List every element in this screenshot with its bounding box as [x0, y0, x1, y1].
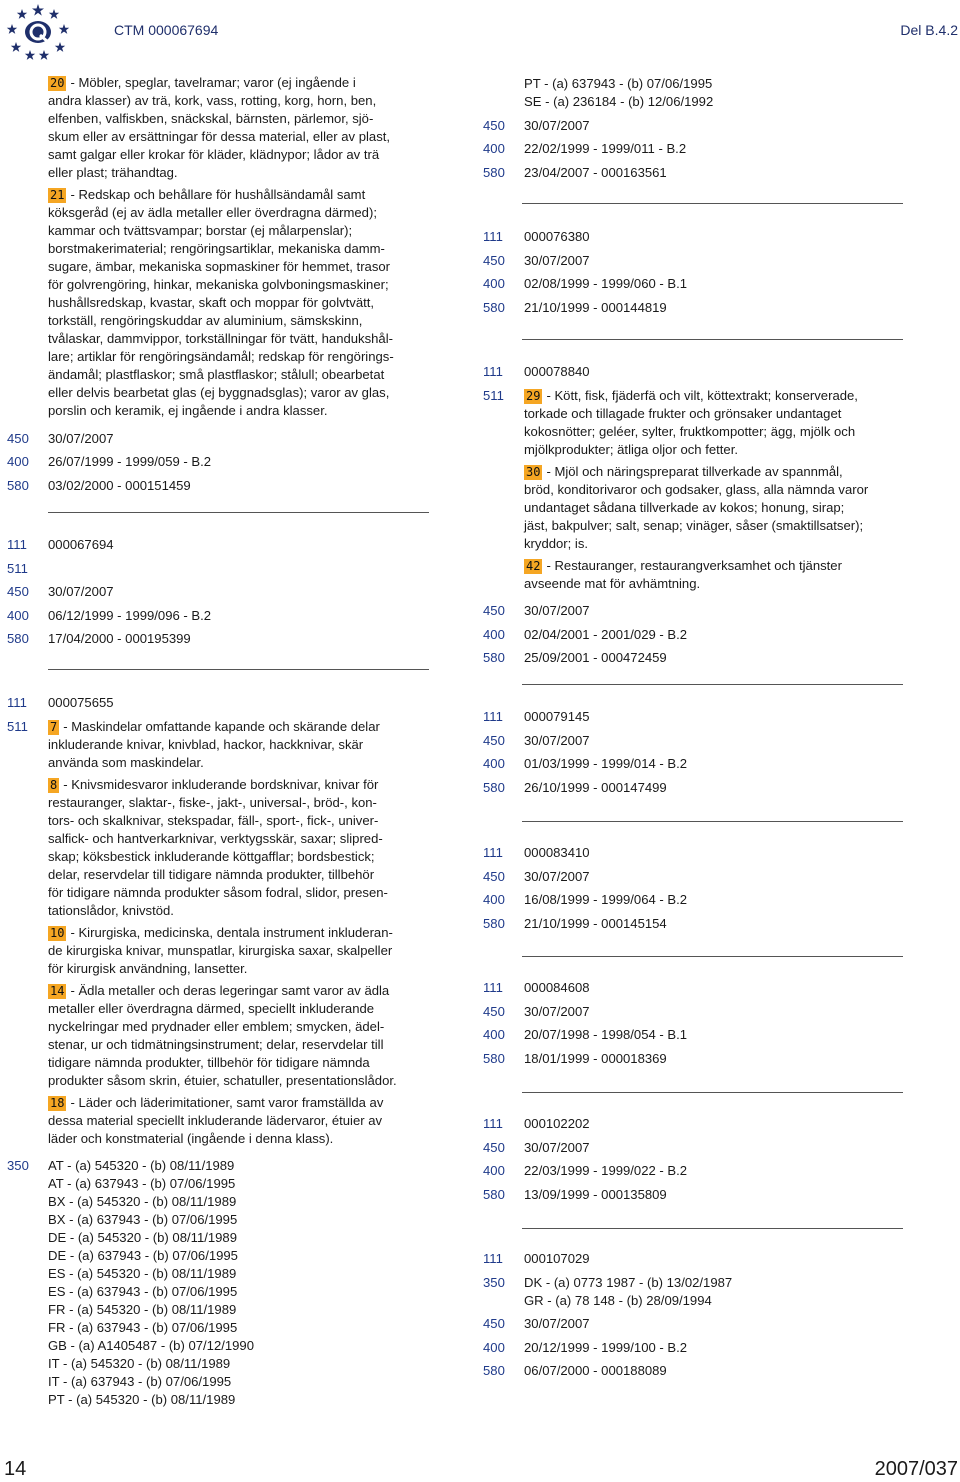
class-number-badge: 42 — [526, 558, 541, 573]
field-row — [483, 387, 907, 597]
goods-class — [524, 463, 907, 553]
goods-class — [48, 776, 431, 920]
value-line: 30/07/2007 — [524, 603, 590, 618]
field-code: 580 — [483, 915, 505, 931]
value-line: BX - (a) 545320 - (b) 08/11/1989 — [48, 1194, 237, 1209]
class-number-badge: 29 — [526, 388, 541, 403]
field-value — [48, 1157, 431, 1409]
field-code: 450 — [483, 1003, 505, 1019]
field-value — [524, 915, 907, 933]
value-line: 000102202 — [524, 1116, 590, 1131]
field-code: 111 — [483, 364, 503, 379]
field-value — [524, 868, 907, 886]
class-description-line: salfick- och hantverkarknivar, verktygsskär, saxar; slipred- — [48, 830, 383, 846]
value-line: SE - (a) 236184 - (b) 12/06/1992 — [524, 94, 714, 109]
field-code — [7, 74, 48, 424]
trademark-entry — [483, 1115, 907, 1209]
field-value — [524, 275, 907, 293]
separator — [522, 203, 903, 204]
class-description-line: skap; köksbestick inkluderande köttgafflar; bordsbestick; — [48, 848, 375, 864]
value-line: GR - (a) 78 148 - (b) 28/09/1994 — [524, 1292, 712, 1308]
field-value — [524, 708, 907, 726]
value-line: FR - (a) 545320 - (b) 08/11/1989 — [48, 1302, 237, 1317]
value-line — [48, 560, 431, 578]
goods-class — [48, 982, 431, 1090]
goods-class — [48, 74, 431, 182]
field-row — [483, 1362, 907, 1380]
field-row — [7, 718, 431, 1152]
field-code: 450 — [483, 117, 505, 133]
field-value — [48, 583, 431, 601]
field-code: 400 — [483, 1339, 505, 1355]
field-value — [524, 979, 907, 997]
class-description-line: eller delvis bearbetat glas (ej byggnadsglas); varor av glas, — [48, 385, 390, 400]
field-code: 111 — [483, 1116, 503, 1131]
class-description-line: inkluderande knivar, knivblad, hackor, hackknivar, skär — [48, 736, 364, 752]
class-description-line: elfenben, valfiskben, snäckskal, bärnsten, pärlemor, sjö- — [48, 111, 374, 126]
field-value — [524, 1162, 907, 1180]
value-line: 16/08/1999 - 1999/064 - B.2 — [524, 892, 688, 907]
field-code: 511 — [7, 718, 28, 734]
separator — [522, 1092, 903, 1093]
field-value — [524, 140, 907, 158]
class-description-line: köksgeråd (ej av ädla metaller eller överdragna därmed); — [48, 205, 377, 220]
value-line: DK - (a) 0773 1987 - (b) 13/02/1987 — [524, 1274, 733, 1290]
field-value — [524, 1003, 907, 1021]
field-code: 400 — [483, 892, 505, 907]
goods-class — [524, 387, 907, 459]
field-code: 450 — [483, 1139, 505, 1155]
field-code: 450 — [7, 430, 29, 446]
separator — [522, 956, 903, 957]
field-value — [524, 1274, 907, 1310]
value-line: 06/07/2000 - 000188089 — [524, 1363, 667, 1378]
field-value — [524, 75, 907, 111]
value-line: 30/07/2007 — [524, 1003, 590, 1019]
class-description-line: torkställ, rengöringskuddar av aluminium, sämskskinn, — [48, 313, 363, 328]
field-code: 580 — [483, 1186, 505, 1202]
field-code: 111 — [483, 980, 503, 995]
class-number-badge: 14 — [50, 983, 65, 998]
field-row — [483, 1139, 907, 1157]
value-line: 03/02/2000 - 000151459 — [48, 477, 191, 493]
field-row — [7, 1157, 431, 1409]
field-value — [524, 602, 907, 620]
class-description-line: tationslådor, knivstöd. — [48, 902, 174, 918]
value-line: AT - (a) 637943 - (b) 07/06/1995 — [48, 1176, 236, 1191]
class-number-badge: 7 — [50, 719, 58, 734]
class-description-line: läder och konstmaterial (ingående i denna klass). — [48, 1130, 334, 1146]
separator — [522, 684, 903, 685]
trademark-entry — [483, 228, 907, 322]
section-label: Del B.4.2 — [900, 22, 958, 38]
class-description-line: borstmakerimaterial; rengöringsartiklar, mekaniska damm- — [48, 241, 385, 256]
value-line: ES - (a) 637943 - (b) 07/06/1995 — [48, 1284, 238, 1299]
field-code: 400 — [483, 756, 505, 771]
value-line: PT - (a) 545320 - (b) 08/11/1989 — [48, 1392, 236, 1407]
field-row — [7, 583, 431, 601]
field-row — [483, 75, 907, 111]
field-code: 450 — [483, 868, 505, 884]
value-line: 000076380 — [524, 229, 590, 244]
field-row — [483, 649, 907, 667]
field-row — [483, 363, 907, 381]
field-value — [48, 477, 431, 495]
field-value — [524, 732, 907, 750]
field-code: 580 — [483, 299, 505, 315]
value-line: PT - (a) 637943 - (b) 07/06/1995 — [524, 76, 713, 91]
class-description-line: kryddor; is. — [524, 535, 589, 551]
field-code: 400 — [483, 276, 505, 291]
field-row — [7, 453, 431, 471]
class-description-line: undantaget sådana tillverkade av kokos; honung, sirap; — [524, 499, 845, 515]
field-row — [483, 117, 907, 135]
class-description-line: stenar, ur och tidmätningsinstrument; delar, reservdelar till — [48, 1036, 384, 1052]
field-value — [524, 1250, 907, 1268]
class-description-line: för tidigare nämnda produkter såsom fodral, slidor, presen- — [48, 884, 388, 900]
separator — [522, 821, 903, 822]
value-line: BX - (a) 637943 - (b) 07/06/1995 — [48, 1212, 238, 1227]
value-line: 21/10/1999 - 000145154 — [524, 915, 667, 931]
field-row — [7, 694, 431, 712]
class-number-badge: 8 — [50, 777, 58, 792]
field-row — [483, 1339, 907, 1357]
goods-class — [48, 186, 431, 420]
value-line: AT - (a) 545320 - (b) 08/11/1989 — [48, 1158, 235, 1173]
separator — [48, 512, 429, 513]
value-line: 17/04/2000 - 000195399 — [48, 631, 191, 646]
goods-class — [524, 557, 907, 593]
value-line: 30/07/2007 — [524, 252, 590, 268]
class-number-badge: 20 — [50, 76, 65, 90]
field-row — [483, 1003, 907, 1021]
value-line: 000075655 — [48, 695, 114, 710]
document-reference: CTM 000067694 — [114, 22, 219, 38]
field-code: 400 — [483, 626, 505, 642]
field-value — [48, 453, 431, 471]
field-code: 450 — [483, 732, 505, 748]
field-value — [524, 117, 907, 135]
value-line: 000078840 — [524, 364, 590, 379]
field-code: 111 — [7, 695, 27, 710]
field-row — [483, 252, 907, 270]
field-row — [7, 607, 431, 625]
field-code: 580 — [483, 1363, 505, 1378]
field-value — [524, 387, 907, 597]
field-row — [483, 779, 907, 797]
field-code: 350 — [7, 1158, 29, 1173]
value-line: FR - (a) 637943 - (b) 07/06/1995 — [48, 1320, 238, 1335]
class-description-line: använda som maskindelar. — [48, 754, 204, 770]
class-description-line: för kirurgisk användning, lansetter. — [48, 960, 248, 976]
value-line: 30/07/2007 — [524, 732, 590, 748]
value-line: ES - (a) 545320 - (b) 08/11/1989 — [48, 1266, 237, 1281]
trademark-entry — [483, 1250, 907, 1386]
field-row — [483, 602, 907, 620]
class-description-line: - Maskindelar omfattande kapande och skärande delar — [63, 718, 380, 734]
class-description-line: tvålaskar, dammvippor, torkställningar för tvätt, handukshål- — [48, 331, 393, 346]
value-line: 26/10/1999 - 000147499 — [524, 779, 667, 795]
field-code: 450 — [483, 1316, 505, 1331]
class-number-badge: 30 — [526, 464, 541, 479]
bulletin-issue: 2007/037 — [874, 1458, 958, 1480]
field-row — [7, 74, 431, 424]
field-row — [483, 299, 907, 317]
field-row — [483, 275, 907, 293]
value-line: 23/04/2007 - 000163561 — [524, 164, 667, 180]
field-value — [524, 779, 907, 797]
class-description-line: sugare, ämbar, mekaniska sopmaskiner för hemmet, trasor — [48, 259, 391, 274]
class-description-line: skum eller av ersättningar för dessa material, eller av plast, — [48, 129, 391, 144]
field-code: 111 — [483, 229, 503, 244]
field-value — [524, 755, 907, 773]
field-value — [524, 891, 907, 909]
value-line: 13/09/1999 - 000135809 — [524, 1186, 667, 1202]
trademark-entry — [7, 536, 431, 654]
value-line: DE - (a) 545320 - (b) 08/11/1989 — [48, 1230, 237, 1245]
field-row — [483, 979, 907, 997]
value-line: 21/10/1999 - 000144819 — [524, 299, 667, 315]
field-row — [483, 915, 907, 933]
value-line: 02/08/1999 - 1999/060 - B.1 — [524, 276, 688, 291]
field-row — [7, 430, 431, 448]
field-row — [483, 626, 907, 644]
field-code: 450 — [483, 252, 505, 268]
class-number-badge: 18 — [50, 1095, 65, 1110]
field-row — [7, 560, 431, 578]
trademark-entry — [483, 75, 907, 187]
value-line: 20/12/1999 - 1999/100 - B.2 — [524, 1339, 688, 1355]
field-code: 580 — [483, 779, 505, 795]
field-value — [48, 607, 431, 625]
field-value — [524, 164, 907, 182]
goods-class — [48, 718, 431, 772]
field-value — [48, 694, 431, 712]
class-description-line: lare; artiklar för rengöringsändamål; redskap för rengörings- — [48, 349, 394, 364]
field-value — [524, 1139, 907, 1157]
field-value — [524, 1026, 907, 1044]
class-description-line: produkter såsom skrin, étuier, schatuller, presentationslådor. — [48, 1072, 397, 1088]
class-description-line: bröd, konditorivaror och godsaker, glass, alla nämnda varor — [524, 481, 869, 497]
class-description-line: kammar och tvättsvampar; borstar (ej målarpenslar); — [48, 223, 353, 238]
value-line: 000107029 — [524, 1251, 590, 1266]
field-row — [483, 755, 907, 773]
value-line: 22/02/1999 - 1999/011 - B.2 — [524, 141, 687, 156]
field-code: 580 — [7, 477, 29, 493]
value-line: 25/09/2001 - 000472459 — [524, 650, 667, 665]
value-line: 06/12/1999 - 1999/096 - B.2 — [48, 607, 212, 623]
class-description-line: samt galgar eller krokar för kläder, klädnypor; lådor av trä — [48, 147, 380, 162]
class-description-line: för golvrengöring, hinkar, mekaniska golvboningsmaskiner; — [48, 277, 389, 292]
field-code: 111 — [7, 537, 27, 552]
field-code: 400 — [7, 454, 29, 469]
value-line: DE - (a) 637943 - (b) 07/06/1995 — [48, 1248, 238, 1263]
field-value — [524, 228, 907, 246]
field-value — [524, 1115, 907, 1133]
trademark-entry — [7, 74, 431, 500]
field-row — [7, 536, 431, 554]
class-description-line: jäst, bakpulver; salt, senap; vinäger, såser (smaktillsatser); — [524, 517, 864, 533]
field-value — [524, 844, 907, 862]
goods-class — [48, 1094, 431, 1148]
field-row — [483, 868, 907, 886]
field-row — [483, 732, 907, 750]
separator — [522, 339, 903, 340]
field-code: 580 — [483, 1050, 505, 1066]
class-description-line: metaller eller överdragna därmed, speciellt inkluderande — [48, 1000, 375, 1016]
trademark-entry — [483, 979, 907, 1073]
value-line: 30/07/2007 — [48, 584, 114, 599]
value-line: 02/04/2001 - 2001/029 - B.2 — [524, 626, 688, 642]
field-code: 580 — [483, 650, 505, 665]
class-description-line: nyckelringar med prydnader eller emblem; smycken, ädel- — [48, 1018, 385, 1034]
class-description-line: mjölkprodukter; ätliga oljor och fetter. — [524, 441, 738, 457]
field-code: 450 — [7, 584, 29, 599]
value-line: 26/07/1999 - 1999/059 - B.2 — [48, 454, 212, 469]
class-description-line: hushållsredskap, kvastar, skaft och moppar för golvtvätt, — [48, 295, 375, 310]
field-value — [48, 718, 431, 1152]
field-row — [483, 1115, 907, 1133]
class-description-line: - Redskap och behållare för hushållsändamål samt — [70, 187, 366, 202]
field-code: 400 — [7, 607, 29, 623]
class-description-line: dessa material speciellt inkluderande lädervaror, étuier av — [48, 1112, 383, 1128]
field-value — [524, 1339, 907, 1357]
class-description-line: restauranger, slaktar-, fiske-, jakt-, universal-, bröd-, kon- — [48, 794, 377, 810]
value-line: 30/07/2007 — [524, 1316, 590, 1331]
field-value — [48, 430, 431, 448]
field-code: 111 — [483, 709, 503, 724]
field-value — [524, 626, 907, 644]
value-line: 000067694 — [48, 537, 114, 552]
field-row — [7, 630, 431, 648]
class-description-line: andra klasser) av trä, kork, vass, rotting, korg, horn, ben, — [48, 93, 377, 108]
class-description-line: - Möbler, speglar, tavelramar; varor (ej ingående i — [70, 75, 356, 90]
field-row — [483, 1026, 907, 1044]
field-value — [524, 649, 907, 667]
field-code: 511 — [483, 387, 504, 403]
field-row — [483, 164, 907, 182]
field-value — [48, 74, 431, 424]
value-line: IT - (a) 637943 - (b) 07/06/1995 — [48, 1374, 232, 1389]
trademark-entry — [483, 844, 907, 938]
field-row — [483, 1186, 907, 1204]
field-value — [524, 252, 907, 270]
field-row — [483, 1162, 907, 1180]
value-line: 01/03/1999 - 1999/014 - B.2 — [524, 756, 688, 771]
value-line: 000079145 — [524, 709, 590, 724]
value-line: 000083410 — [524, 845, 590, 860]
goods-class — [48, 924, 431, 978]
field-row — [483, 891, 907, 909]
value-line: 30/07/2007 — [524, 868, 590, 884]
field-code: 400 — [483, 141, 505, 156]
value-line: 30/07/2007 — [524, 117, 590, 133]
field-row — [483, 844, 907, 862]
class-description-line: delar, reservdelar till tidigare nämnda produkter, tillbehör — [48, 866, 375, 882]
class-number-badge: 21 — [50, 188, 65, 202]
value-line: GB - (a) A1405487 - (b) 07/12/1990 — [48, 1338, 254, 1353]
class-description-line: - Ädla metaller och deras legeringar samt varor av ädla — [70, 982, 390, 998]
class-description-line: eller plast; trähandtag. — [48, 165, 178, 180]
class-description-line: - Restauranger, restaurangverksamhet och tjänster — [546, 557, 842, 573]
value-line: 18/01/1999 - 000018369 — [524, 1050, 667, 1066]
field-code: 450 — [483, 603, 505, 618]
field-row — [7, 477, 431, 495]
field-value — [524, 299, 907, 317]
field-value — [48, 630, 431, 648]
field-row — [483, 1274, 907, 1310]
separator — [522, 1228, 903, 1229]
field-row — [483, 140, 907, 158]
value-line: 30/07/2007 — [48, 430, 114, 446]
field-value — [524, 1315, 907, 1333]
class-description-line: tidigare nämnda produkter, tillbehör för tidigare nämnda — [48, 1054, 370, 1070]
class-description-line: porslin och keramik, ej ingående i andra klasser. — [48, 403, 328, 418]
trademark-entry — [7, 694, 431, 1415]
class-description-line: - Läder och läderimitationer, samt varor framställda av — [70, 1094, 384, 1110]
trademark-entry — [483, 363, 907, 673]
class-description-line: - Kött, fisk, fjäderfä och vilt, köttextrakt; konserverade, — [546, 387, 858, 403]
field-code: 511 — [7, 560, 28, 576]
field-code: 111 — [483, 1251, 503, 1266]
value-line: 22/03/1999 - 1999/022 - B.2 — [524, 1163, 688, 1178]
field-row — [483, 1315, 907, 1333]
field-value — [48, 560, 431, 578]
field-row — [483, 1050, 907, 1068]
field-code: 400 — [483, 1163, 505, 1178]
class-description-line: - Kirurgiska, medicinska, dentala instrument inkluderan- — [70, 924, 393, 940]
page-number: 14 — [4, 1458, 27, 1480]
class-description-line: de kirurgiska knivar, munspatlar, kirurgiska saxar, skalpeller — [48, 942, 393, 958]
trademark-entry — [483, 708, 907, 802]
class-description-line: ändamål; plastflaskor; små plastflaskor; stålull; obearbetat — [48, 367, 385, 382]
class-number-badge: 10 — [50, 925, 65, 940]
value-line: 000084608 — [524, 980, 590, 995]
value-line: 30/07/2007 — [524, 1139, 590, 1155]
field-code — [483, 75, 524, 111]
field-value — [524, 1362, 907, 1380]
value-line: IT - (a) 545320 - (b) 08/11/1989 — [48, 1356, 231, 1371]
field-value — [524, 1186, 907, 1204]
class-description-line: tors- och skalknivar, stekspadar, fäll-, sport-, fick-, univer- — [48, 812, 379, 828]
class-description-line: - Knivsmidesvaror inkluderande bordsknivar, knivar för — [63, 776, 379, 792]
class-description-line: kokosnötter; geléer, sylter, fruktkompotter; ägg, mjölk och — [524, 423, 856, 439]
field-code: 111 — [483, 845, 503, 860]
value-line: 20/07/1998 - 1998/054 - B.1 — [524, 1027, 688, 1042]
class-description-line: avseende mat för avhämtning. — [524, 575, 701, 591]
class-description-line: - Mjöl och näringspreparat tillverkade av spannmål, — [546, 463, 843, 479]
field-code: 580 — [483, 164, 505, 180]
field-row — [483, 228, 907, 246]
field-row — [483, 1250, 907, 1268]
separator — [48, 669, 429, 670]
field-code: 400 — [483, 1027, 505, 1042]
field-row — [483, 708, 907, 726]
field-code: 580 — [7, 631, 29, 646]
class-description-line: torkade och tillagade frukter och grönsaker undantaget — [524, 405, 842, 421]
field-value — [524, 1050, 907, 1068]
field-value — [48, 536, 431, 554]
field-value — [524, 363, 907, 381]
field-code: 350 — [483, 1274, 505, 1290]
